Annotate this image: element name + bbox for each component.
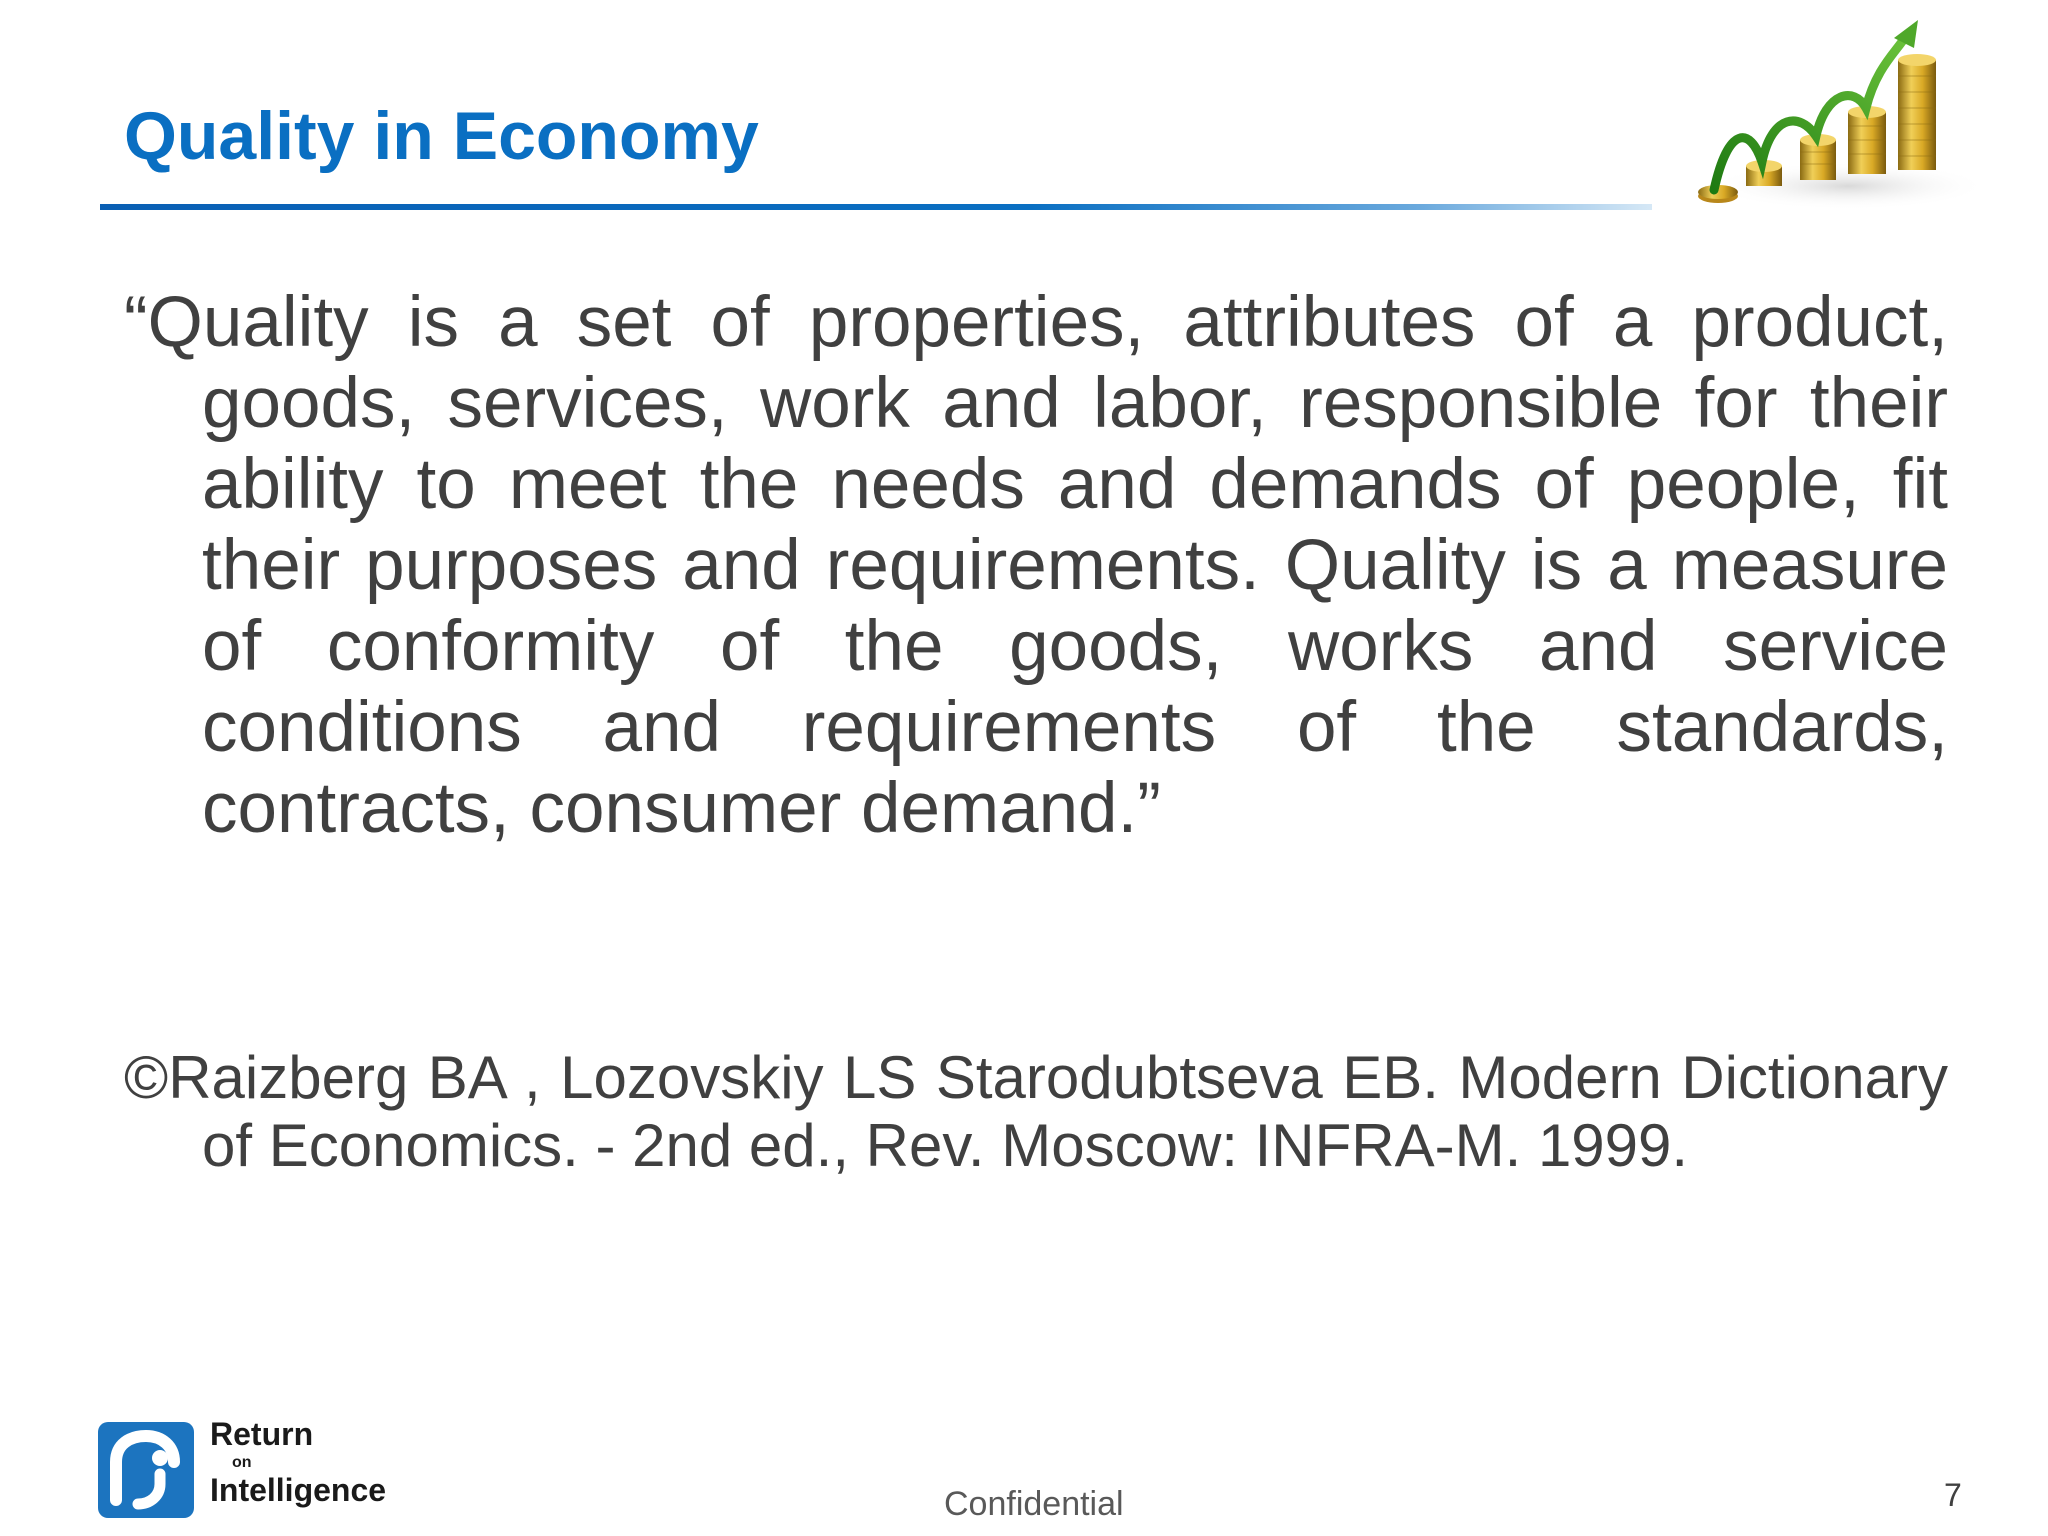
return-on-intelligence-logo [98,1416,394,1520]
page-number: 7 [1944,1477,1962,1513]
source-citation: ©Raizberg BA , Lozovskiy LS Starodubtseva EB. Modern Dictionary of Economics. - 2nd ed., Rev. Moscow: INFRA-M. 1999. [124,1044,1948,1179]
logo-word-on: on [232,1454,252,1471]
coin-growth-image [1688,16,1978,216]
confidential-label: Confidential [944,1485,1124,1523]
slide-title: Quality in Economy [124,98,759,174]
quality-definition-quote: “Quality is a set of properties, attributes of a product, goods, services, work and labor, responsible for their ability to meet the needs and demands of people, fit their purposes and requirements. Quality is a measure of conformity of the goods, works and service conditions and requirements of the standards, contracts, consumer demand.” [124,283,1948,848]
logo-word-return: Return [210,1416,314,1452]
logo-word-intelligence: Intelligence [210,1472,387,1508]
title-divider [100,204,1652,210]
ri-logo-mark-icon [98,1422,194,1518]
